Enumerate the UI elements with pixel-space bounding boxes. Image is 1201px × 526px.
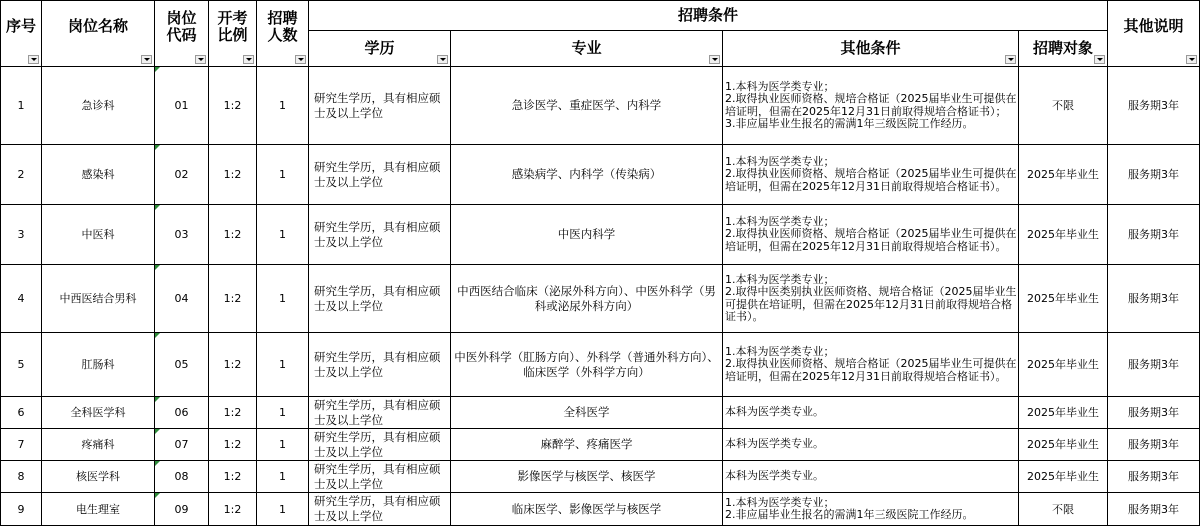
- comment-marker-icon: [155, 461, 160, 466]
- cell-code[interactable]: 09: [155, 493, 209, 526]
- header-major: 专业: [451, 31, 723, 67]
- cell-note[interactable]: 服务期3年: [1108, 493, 1200, 526]
- cell-note[interactable]: 服务期3年: [1108, 67, 1200, 145]
- cell-target[interactable]: 2025年毕业生: [1019, 461, 1108, 493]
- cell-code[interactable]: 06: [155, 397, 209, 429]
- cell-education[interactable]: 研究生学历，具有相应硕士及以上学位: [309, 67, 451, 145]
- cell-target[interactable]: 不限: [1019, 493, 1108, 526]
- cell-name[interactable]: 全科医学科: [42, 397, 155, 429]
- cell-seq[interactable]: 1: [1, 67, 42, 145]
- table-row: [1, 265, 1200, 333]
- cell-target[interactable]: 2025年毕业生: [1019, 397, 1108, 429]
- cell-other-conditions[interactable]: 本科为医学类专业。: [723, 397, 1019, 429]
- cell-major[interactable]: 中西医结合临床（泌尿外科方向）、中医外科学（男科或泌尿外科方向）: [451, 265, 723, 333]
- cell-code[interactable]: 02: [155, 145, 209, 205]
- header-other-conditions: 其他条件: [723, 31, 1019, 67]
- cell-target[interactable]: 2025年毕业生: [1019, 429, 1108, 461]
- header-ratio: 开考 比例: [209, 1, 257, 67]
- cell-ratio[interactable]: 1:2: [209, 493, 257, 526]
- cell-ratio[interactable]: 1:2: [209, 429, 257, 461]
- cell-code[interactable]: 01: [155, 67, 209, 145]
- cell-ratio[interactable]: 1:2: [209, 205, 257, 265]
- cell-target[interactable]: 2025年毕业生: [1019, 265, 1108, 333]
- cell-other-conditions[interactable]: 1.本科为医学类专业； 2.取得执业医师资格、规培合格证（2025届毕业生可提供在培证明，但需在2025年12月31日前取得规培合格证书）。: [723, 145, 1019, 205]
- cell-note[interactable]: 服务期3年: [1108, 461, 1200, 493]
- cell-major[interactable]: 感染病学、内科学（传染病）: [451, 145, 723, 205]
- cell-seq[interactable]: 3: [1, 205, 42, 265]
- cell-note[interactable]: 服务期3年: [1108, 429, 1200, 461]
- filter-dropdown-icon[interactable]: [243, 55, 254, 64]
- cell-education[interactable]: 研究生学历，具有相应硕士及以上学位: [309, 493, 451, 526]
- cell-note[interactable]: 服务期3年: [1108, 145, 1200, 205]
- cell-major[interactable]: 影像医学与核医学、核医学: [451, 461, 723, 493]
- table-row: [1, 429, 1200, 461]
- comment-marker-icon: [155, 265, 160, 270]
- cell-name[interactable]: 中西医结合男科: [42, 265, 155, 333]
- cell-ratio[interactable]: 1:2: [209, 397, 257, 429]
- cell-name[interactable]: 肛肠科: [42, 333, 155, 397]
- cell-other-conditions[interactable]: 1.本科为医学类专业； 2.取得中医类别执业医师资格、规培合格证（2025届毕业生可提供在培证明，但需在2025年12月31日前取得规培合格证书）。: [723, 265, 1019, 333]
- cell-education[interactable]: 研究生学历，具有相应硕士及以上学位: [309, 429, 451, 461]
- cell-ratio[interactable]: 1:2: [209, 265, 257, 333]
- cell-other-conditions[interactable]: 1.本科为医学类专业； 2.取得执业医师资格、规培合格证（2025届毕业生可提供在培证明，但需在2025年12月31日前取得规培合格证书）。: [723, 205, 1019, 265]
- filter-dropdown-icon[interactable]: [1186, 55, 1197, 64]
- cell-other-conditions[interactable]: 1.本科为医学类专业； 2.取得执业医师资格、规培合格证（2025届毕业生可提供在培证明，但需在2025年12月31日前取得规培合格证书）。: [723, 333, 1019, 397]
- cell-code[interactable]: 03: [155, 205, 209, 265]
- table-row: [1, 397, 1200, 429]
- cell-seq[interactable]: 9: [1, 493, 42, 526]
- header-seq: 序号: [1, 1, 42, 67]
- header-conditions: 招聘条件: [309, 1, 1108, 31]
- header-notes: 其他说明: [1108, 1, 1200, 67]
- cell-other-conditions[interactable]: 本科为医学类专业。: [723, 429, 1019, 461]
- cell-count[interactable]: 1: [257, 333, 309, 397]
- comment-marker-icon: [155, 145, 160, 150]
- cell-ratio[interactable]: 1:2: [209, 461, 257, 493]
- cell-count[interactable]: 1: [257, 145, 309, 205]
- filter-dropdown-icon[interactable]: [195, 55, 206, 64]
- cell-target[interactable]: 2025年毕业生: [1019, 145, 1108, 205]
- cell-seq[interactable]: 5: [1, 333, 42, 397]
- cell-name[interactable]: 核医学科: [42, 461, 155, 493]
- cell-seq[interactable]: 7: [1, 429, 42, 461]
- cell-code[interactable]: 08: [155, 461, 209, 493]
- comment-marker-icon: [155, 493, 160, 498]
- cell-count[interactable]: 1: [257, 397, 309, 429]
- cell-count[interactable]: 1: [257, 265, 309, 333]
- header-count: 招聘 人数: [257, 1, 309, 67]
- cell-ratio[interactable]: 1:2: [209, 67, 257, 145]
- cell-education[interactable]: 研究生学历，具有相应硕士及以上学位: [309, 205, 451, 265]
- comment-marker-icon: [155, 67, 160, 72]
- cell-other-conditions[interactable]: 本科为医学类专业。: [723, 461, 1019, 493]
- cell-major[interactable]: 临床医学、影像医学与核医学: [451, 493, 723, 526]
- cell-ratio[interactable]: 1:2: [209, 145, 257, 205]
- cell-seq[interactable]: 6: [1, 397, 42, 429]
- cell-ratio[interactable]: 1:2: [209, 333, 257, 397]
- table-row: [1, 461, 1200, 493]
- header-education: 学历: [309, 31, 451, 67]
- table-row: [1, 205, 1200, 265]
- cell-target[interactable]: 2025年毕业生: [1019, 205, 1108, 265]
- cell-seq[interactable]: 8: [1, 461, 42, 493]
- cell-note[interactable]: 服务期3年: [1108, 397, 1200, 429]
- cell-major[interactable]: 中医内科学: [451, 205, 723, 265]
- cell-other-conditions[interactable]: 1.本科为医学类专业； 2.非应届毕业生报名的需满1年三级医院工作经历。: [723, 493, 1019, 526]
- cell-education[interactable]: 研究生学历，具有相应硕士及以上学位: [309, 333, 451, 397]
- cell-count[interactable]: 1: [257, 493, 309, 526]
- table-row: [1, 145, 1200, 205]
- cell-code[interactable]: 07: [155, 429, 209, 461]
- filter-dropdown-icon[interactable]: [1005, 55, 1016, 64]
- cell-note[interactable]: 服务期3年: [1108, 205, 1200, 265]
- filter-dropdown-icon[interactable]: [141, 55, 152, 64]
- cell-note[interactable]: 服务期3年: [1108, 265, 1200, 333]
- comment-marker-icon: [155, 205, 160, 210]
- cell-name[interactable]: 电生理室: [42, 493, 155, 526]
- cell-other-conditions[interactable]: 1.本科为医学类专业； 2.取得执业医师资格、规培合格证（2025届毕业生可提供在培证明，但需在2025年12月31日前取得规培合格证书）； 3.非应届毕业生报名的需满1年三级医院工作经历。: [723, 67, 1019, 145]
- cell-major[interactable]: 麻醉学、疼痛医学: [451, 429, 723, 461]
- filter-dropdown-icon[interactable]: [28, 55, 39, 64]
- header-post-name: 岗位名称: [42, 1, 155, 67]
- cell-name[interactable]: 感染科: [42, 145, 155, 205]
- cell-count[interactable]: 1: [257, 67, 309, 145]
- cell-seq[interactable]: 4: [1, 265, 42, 333]
- cell-education[interactable]: 研究生学历，具有相应硕士及以上学位: [309, 461, 451, 493]
- cell-note[interactable]: 服务期3年: [1108, 333, 1200, 397]
- table-row: [1, 493, 1200, 526]
- cell-seq[interactable]: 2: [1, 145, 42, 205]
- cell-major[interactable]: 中医外科学（肛肠方向）、外科学（普通外科方向）、临床医学（外科学方向）: [451, 333, 723, 397]
- table-row: [1, 67, 1200, 145]
- cell-code[interactable]: 04: [155, 265, 209, 333]
- header-post-code: 岗位 代码: [155, 1, 209, 67]
- table-row: [1, 333, 1200, 397]
- cell-code[interactable]: 05: [155, 333, 209, 397]
- comment-marker-icon: [155, 429, 160, 434]
- cell-name[interactable]: 急诊科: [42, 67, 155, 145]
- cell-target[interactable]: 2025年毕业生: [1019, 333, 1108, 397]
- cell-major[interactable]: 急诊医学、重症医学、内科学: [451, 67, 723, 145]
- filter-dropdown-icon[interactable]: [709, 55, 720, 64]
- filter-dropdown-icon[interactable]: [295, 55, 306, 64]
- filter-dropdown-icon[interactable]: [437, 55, 448, 64]
- cell-target[interactable]: 不限: [1019, 67, 1108, 145]
- cell-major[interactable]: 全科医学: [451, 397, 723, 429]
- cell-name[interactable]: 疼痛科: [42, 429, 155, 461]
- header-target: 招聘对象: [1019, 31, 1108, 67]
- cell-education[interactable]: 研究生学历，具有相应硕士及以上学位: [309, 397, 451, 429]
- comment-marker-icon: [155, 333, 160, 338]
- comment-marker-icon: [155, 397, 160, 402]
- cell-count[interactable]: 1: [257, 461, 309, 493]
- cell-education[interactable]: 研究生学历，具有相应硕士及以上学位: [309, 145, 451, 205]
- cell-education[interactable]: 研究生学历，具有相应硕士及以上学位: [309, 265, 451, 333]
- filter-dropdown-icon[interactable]: [1094, 55, 1105, 64]
- cell-name[interactable]: 中医科: [42, 205, 155, 265]
- cell-count[interactable]: 1: [257, 429, 309, 461]
- cell-count[interactable]: 1: [257, 205, 309, 265]
